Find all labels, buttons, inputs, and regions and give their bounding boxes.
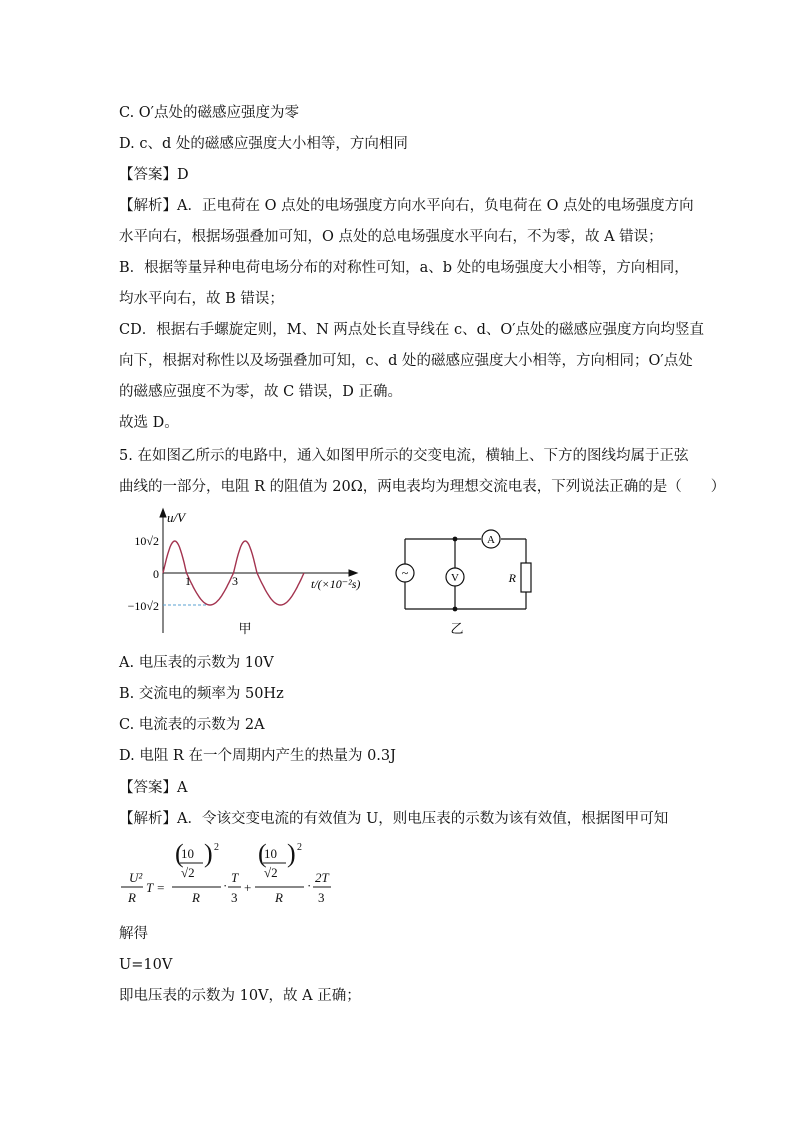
t1-num: T [231, 870, 239, 885]
x-axis-label: t/(×10⁻²s) [311, 577, 361, 591]
exp-2: 2 [297, 842, 302, 853]
solve-line: 解得 [119, 926, 148, 942]
figure-b-caption: 乙 [450, 621, 464, 636]
option-b: B. 交流电的频率为 50Hz [119, 686, 284, 702]
waveform-figure [115, 505, 380, 640]
x-axis-arrow [349, 570, 357, 576]
option-c: C. 电流表的示数为 2A [119, 717, 265, 733]
junction-bottom [453, 607, 458, 612]
den-R-2: R [275, 890, 283, 905]
question-5-line-1: 5. 在如图乙所示的电路中，通入如图甲所示的交变电流，横轴上、下方的图线均属于正弦 [119, 448, 689, 464]
t2-num: 2T [315, 870, 329, 885]
t1-den: 3 [231, 890, 238, 905]
y-axis-label: u/V [167, 510, 186, 525]
paren-close-1: ) [204, 842, 213, 868]
circuit-figure [395, 525, 545, 640]
answer-line: 【答案】D [119, 167, 189, 183]
explanation-line-5: CD．根据右手螺旋定则，M、N 两点处长直导线在 c、d、O′点处的磁感应强度方向均竖直 [119, 322, 705, 338]
den-R-1: R [192, 890, 200, 905]
exp-1: 2 [214, 842, 219, 853]
option-d: D. 电阻 R 在一个周期内产生的热量为 0.3J [119, 748, 396, 764]
paren-open-2: ( [258, 842, 267, 868]
y-tick-top: 10√2 [134, 534, 159, 548]
paren-close-2: ) [287, 842, 296, 868]
formula-lhs-den: R [128, 890, 136, 905]
voltmeter-label: V [451, 572, 459, 584]
explanation-line-3: B．根据等量异种电荷电场分布的对称性可知，a、b 处的电场强度大小相等，方向相同， [119, 260, 689, 276]
dot-2: · [307, 878, 312, 893]
explanation-line-6: 向下，根据对称性以及场强叠加可知，c、d 处的磁感应强度大小相等，方向相同；O′点处 [119, 353, 693, 369]
explanation-line-4: 均水平向右，故 B 错误； [119, 291, 284, 307]
dot-1: · [223, 878, 228, 893]
y-axis-arrow [160, 509, 166, 517]
t2-den: 3 [318, 890, 325, 905]
y-tick-bottom: −10√2 [127, 599, 159, 613]
y-tick-zero: 0 [153, 567, 159, 581]
option-c-line: C. O′点处的磁感应强度为零 [119, 105, 299, 121]
explanation-line-7: 的磁感应强度不为零，故 C 错误，D 正确。 [119, 384, 403, 400]
frac-num-1: 10 [181, 846, 194, 861]
question-5-line-2: 曲线的一部分，电阻 R 的阻值为 20Ω，两电表均为理想交流电表，下列说法正确的是（ ） [119, 479, 726, 495]
ammeter-label: A [487, 534, 495, 546]
plus-sign: + [244, 880, 252, 895]
answer-line-2: 【答案】A [119, 780, 188, 796]
final-line: 即电压表的示数为 10V，故 A 正确； [119, 988, 361, 1004]
effective-value-formula [117, 842, 357, 914]
resistor-label: R [508, 571, 516, 585]
explanation-line-1: 【解析】A．正电荷在 O 点处的电场强度方向水平向右，负电荷在 O 点处的电场强度方向 [119, 198, 694, 214]
frac-den-1: √2 [181, 865, 195, 880]
junction-top [453, 537, 458, 542]
x-tick-3: 3 [232, 574, 238, 588]
result-line: U=10V [119, 957, 173, 973]
x-tick-1: 1 [185, 574, 191, 588]
figure-a-caption: 甲 [238, 621, 252, 636]
frac-den-2: √2 [264, 865, 278, 880]
explanation-line-2: 水平向右，根据场强叠加可知，O 点处的总电场强度水平向右，不为零，故 A 错误； [119, 229, 663, 245]
formula-lhs-tail: T = [146, 880, 166, 895]
paren-open-1: ( [175, 842, 184, 868]
ac-source-symbol: ~ [401, 566, 409, 580]
explanation-a-line: 【解析】A．令该交变电流的有效值为 U，则电压表的示数为该有效值，根据图甲可知 [119, 811, 669, 827]
option-a: A. 电压表的示数为 10V [119, 655, 274, 671]
resistor-icon [521, 563, 531, 592]
formula-lhs-num: U² [129, 870, 143, 885]
frac-num-2: 10 [264, 846, 277, 861]
option-d-line: D. c、d 处的磁感应强度大小相等，方向相同 [119, 136, 408, 152]
conclusion-line: 故选 D。 [119, 415, 179, 431]
